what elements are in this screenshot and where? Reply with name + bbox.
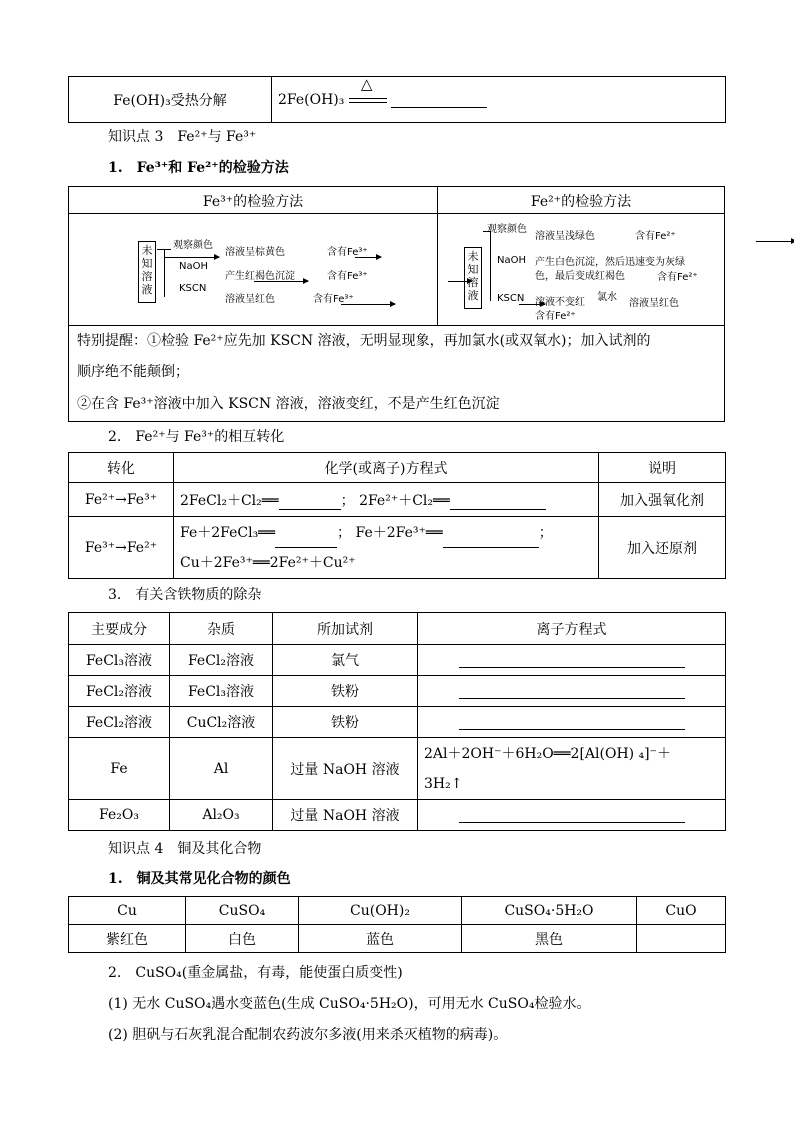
fe3-unknown-solution-box: 未知溶液	[138, 241, 156, 303]
reagent-cell: 铁粉	[273, 707, 418, 738]
table-row	[69, 738, 726, 800]
color-header: Cu(OH)₂	[299, 897, 462, 925]
main-cell: Fe	[69, 738, 170, 800]
fe3-reagent-observe: 观察颜色	[173, 240, 213, 251]
fe2-unknown-solution-box: 未知溶液	[464, 247, 482, 309]
fe2-reagent-naoh: NaOH	[497, 255, 526, 266]
color-value: 紫红色	[69, 925, 186, 953]
equation-text: 2Fe²⁺＋Cl₂══	[359, 492, 450, 509]
equation-cell	[418, 676, 726, 707]
equation-text: 2Al＋2OH⁻＋6H₂O══2[Al(OH) ₄]⁻＋	[424, 745, 672, 762]
answer-blank[interactable]	[459, 808, 685, 823]
table-row	[69, 800, 726, 831]
main-cell: FeCl₂溶液	[69, 676, 170, 707]
impurity-removal-table	[68, 612, 726, 831]
table-row	[69, 517, 726, 579]
impurity-cell: Al₂O₃	[170, 800, 273, 831]
imp-header-main: 主要成分	[69, 613, 170, 645]
kp4-sec1-title: 1. 铜及其常见化合物的颜色	[108, 871, 291, 887]
conv-cell: Fe²⁺→Fe³⁺	[69, 483, 174, 517]
kp4-title: 知识点 4 铜及其化合物	[108, 841, 262, 857]
impurity-cell: FeCl₂溶液	[170, 645, 273, 676]
fe3-conclusion-observe: 含有Fe³⁺	[327, 247, 368, 258]
separator: ；	[337, 524, 352, 541]
fe3-result-naoh: 产生红褐色沉淀	[225, 271, 295, 282]
kp3-sec3-title: 3. 有关含铁物质的除杂	[108, 587, 262, 603]
decomposition-label: Fe(OH)₃受热分解	[69, 77, 272, 123]
main-cell: FeCl₃溶液	[69, 645, 170, 676]
table-row	[69, 676, 726, 707]
equation-cell	[418, 707, 726, 738]
answer-blank[interactable]	[391, 93, 487, 108]
answer-blank[interactable]	[450, 495, 546, 510]
color-value	[637, 925, 726, 953]
fe2-result-kscn-line1: 溶液不变红	[535, 297, 585, 308]
fe3-result-kscn: 溶液呈红色	[225, 294, 275, 305]
table-row	[69, 707, 726, 738]
color-value: 白色	[186, 925, 299, 953]
reagent-cell: 氯气	[273, 645, 418, 676]
equation-text: Fe＋2Fe³⁺══	[355, 524, 443, 541]
table-row	[69, 645, 726, 676]
color-header: CuSO₄	[186, 897, 299, 925]
answer-blank[interactable]	[275, 533, 337, 548]
color-header: CuO	[637, 897, 726, 925]
fe2-reagent-kscn: KSCN	[497, 293, 525, 304]
equation-cell	[174, 517, 599, 579]
answer-blank[interactable]	[459, 715, 685, 730]
fe3-conclusion-kscn: 含有Fe³⁺	[313, 294, 354, 305]
kp4-item1: (1) 无水 CuSO₄遇水变蓝色(生成 CuSO₄·5H₂O)，可用无水 CuSO₄检验水。	[108, 996, 591, 1012]
table-row	[69, 483, 726, 517]
impurity-cell: CuCl₂溶液	[170, 707, 273, 738]
conv-cell: Fe³⁺→Fe²⁺	[69, 517, 174, 579]
separator: ；	[340, 492, 355, 509]
decomposition-equation-cell	[272, 74, 726, 123]
conversion-table	[68, 452, 726, 579]
main-cell: Fe₂O₃	[69, 800, 170, 831]
answer-blank[interactable]	[279, 495, 341, 510]
kp4-sec2-title: 2. CuSO₄(重金属盐，有毒，能使蛋白质变性)	[108, 965, 403, 981]
kp3-title: 知识点 3 Fe²⁺与 Fe³⁺	[108, 129, 257, 145]
impurity-cell: Al	[170, 738, 273, 800]
separator: ；	[538, 524, 553, 541]
kp4-item2: (2) 胆矾与石灰乳混合配制农药波尔多液(用来杀灭植物的病毒)。	[108, 1027, 508, 1043]
answer-blank[interactable]	[459, 653, 685, 668]
fe3-reagent-kscn: KSCN	[179, 283, 207, 294]
fe3-conclusion-naoh: 含有Fe³⁺	[327, 271, 368, 282]
fe2-result-kscn-2: 溶液呈红色	[629, 298, 679, 309]
reagent-cell: 过量 NaOH 溶液	[273, 800, 418, 831]
fe2-result-naoh-line1: 产生白色沉淀，然后迅速变为灰绿	[535, 257, 685, 268]
imp-header-equation: 离子方程式	[418, 613, 726, 645]
conv-header-note: 说明	[599, 453, 726, 483]
equation-text: 3H₂↑	[424, 775, 463, 792]
copper-colors-table	[68, 896, 726, 953]
reagent-cell: 过量 NaOH 溶液	[273, 738, 418, 800]
note-cell: 加入还原剂	[599, 517, 726, 579]
note-line3: ②在含 Fe³⁺溶液中加入 KSCN 溶液，溶液变红，不是产生红色沉淀	[77, 396, 500, 412]
reagent-cell: 铁粉	[273, 676, 418, 707]
fe2-conclusion-naoh: 含有Fe²⁺	[657, 272, 698, 283]
equation-text: Cu＋2Fe³⁺══2Fe²⁺＋Cu²⁺	[180, 554, 356, 571]
main-cell: FeCl₂溶液	[69, 707, 170, 738]
kp3-sec2-title: 2. Fe²⁺与 Fe³⁺的相互转化	[108, 429, 285, 445]
answer-blank[interactable]	[443, 533, 539, 548]
heating-equals-sign	[349, 74, 387, 107]
equation-text: 2FeCl₂＋Cl₂══	[180, 492, 279, 509]
fe2-conclusion-observe: 含有Fe²⁺	[635, 231, 676, 242]
fe-oh3-decomposition-table	[68, 76, 726, 123]
note-line1: 特别提醒：①检验 Fe²⁺应先加 KSCN 溶液，无明显现象，再加氯水(或双氧水)；加入试剂的	[77, 333, 651, 349]
decomposition-equation: 2Fe(OH)₃	[278, 91, 345, 108]
detection-methods-table	[68, 186, 725, 422]
conv-header-equation: 化学(或离子)方程式	[174, 453, 599, 483]
color-value: 黑色	[462, 925, 637, 953]
conv-header-conversion: 转化	[69, 453, 174, 483]
impurity-cell: FeCl₃溶液	[170, 676, 273, 707]
fe2-result-naoh-line2: 色，最后变成红褐色	[535, 271, 625, 282]
fe2-reagent-observe: 观察颜色	[487, 224, 527, 235]
fe3-result-observe: 溶液呈棕黄色	[225, 247, 285, 258]
kp3-sec1-title: 1. Fe³⁺和 Fe²⁺的检验方法	[108, 160, 289, 176]
fe3-reagent-naoh: NaOH	[179, 261, 208, 272]
answer-blank[interactable]	[459, 684, 685, 699]
fe2-result-kscn-line2: 含有Fe²⁺	[535, 311, 576, 322]
equation-cell	[418, 738, 726, 800]
note-line2: 顺序绝不能颠倒；	[77, 364, 189, 380]
equation-cell	[174, 483, 599, 517]
fe3-method-header: Fe³⁺的检验方法	[202, 194, 304, 210]
heat-triangle-icon: △	[360, 74, 373, 93]
color-header: Cu	[69, 897, 186, 925]
note-cell: 加入强氧化剂	[599, 483, 726, 517]
color-value: 蓝色	[299, 925, 462, 953]
fe2-over-arrow-reagent: 氯水	[597, 292, 617, 303]
imp-header-reagent: 所加试剂	[273, 613, 418, 645]
equation-cell	[418, 800, 726, 831]
equation-cell	[418, 645, 726, 676]
fe2-result-observe: 溶液呈浅绿色	[535, 231, 595, 242]
imp-header-impurity: 杂质	[170, 613, 273, 645]
color-header: CuSO₄·5H₂O	[462, 897, 637, 925]
fe2-method-header: Fe²⁺的检验方法	[530, 194, 632, 210]
equation-text: Fe＋2FeCl₃══	[180, 524, 276, 541]
